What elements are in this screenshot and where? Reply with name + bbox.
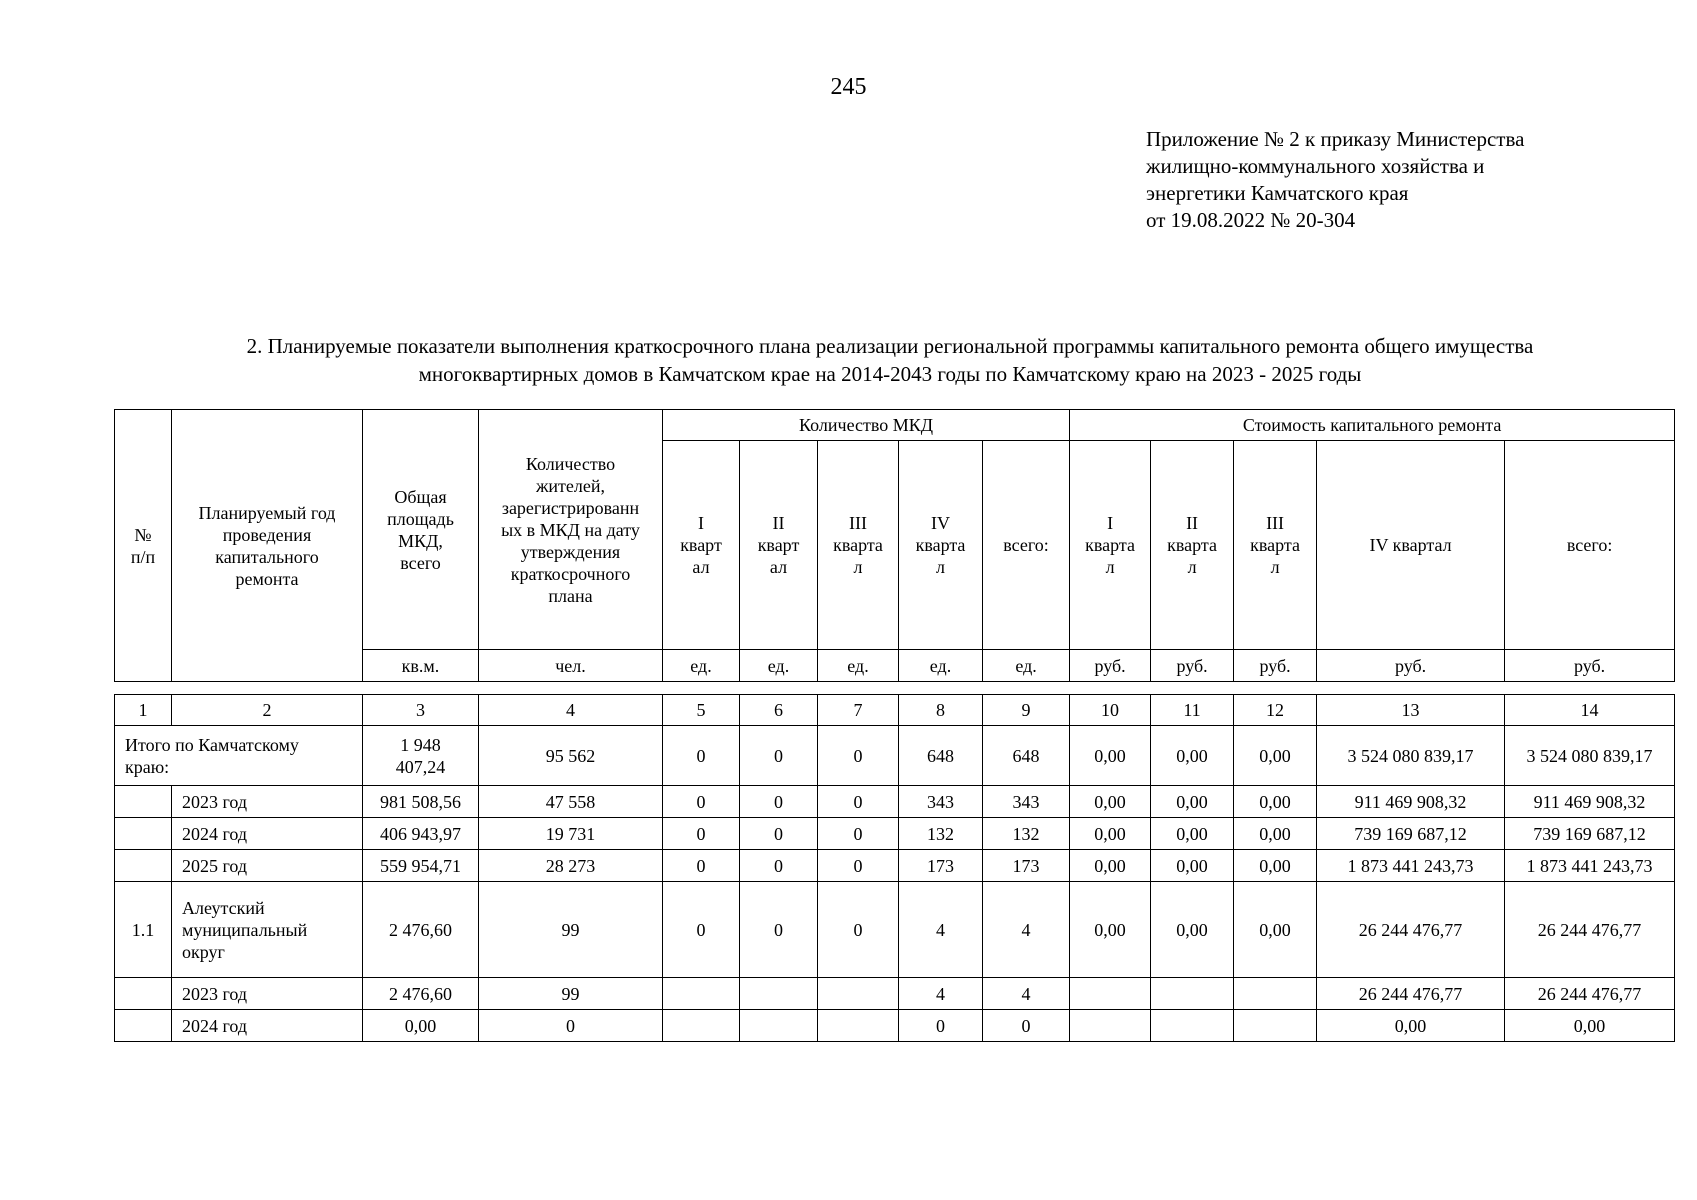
cell: 0 xyxy=(663,882,740,978)
cell xyxy=(740,1010,818,1042)
cell xyxy=(740,978,818,1010)
appendix-line: энергетики Камчатского края xyxy=(1146,181,1409,205)
table-row xyxy=(115,786,1675,818)
cell: 26 244 476,77 xyxy=(1317,882,1505,978)
column-number: 3 xyxy=(363,695,479,726)
cell: 648 xyxy=(899,726,983,786)
cell: 3 524 080 839,17 xyxy=(1317,726,1505,786)
cell: 981 508,56 xyxy=(363,786,479,818)
column-number: 13 xyxy=(1317,695,1505,726)
cell: 3 524 080 839,17 xyxy=(1505,726,1675,786)
cell: 0 xyxy=(740,850,818,882)
cell: 911 469 908,32 xyxy=(1317,786,1505,818)
cell: 911 469 908,32 xyxy=(1505,786,1675,818)
table-header xyxy=(114,409,1675,682)
table-row xyxy=(115,1010,1675,1042)
cell: 739 169 687,12 xyxy=(1317,818,1505,850)
cell: 0,00 xyxy=(1151,786,1234,818)
row-num xyxy=(115,786,172,818)
table-row xyxy=(115,978,1675,1010)
unit-cell: ед. xyxy=(663,650,740,682)
cell: 1 873 441 243,73 xyxy=(1317,850,1505,882)
table-row xyxy=(115,818,1675,850)
column-number: 10 xyxy=(1070,695,1151,726)
cell xyxy=(818,978,899,1010)
unit-cell: кв.м. xyxy=(363,650,479,682)
cell: 0 xyxy=(479,1010,663,1042)
header-count-q4: IV кварта л xyxy=(899,441,983,650)
cell: 1 948 407,24 xyxy=(363,726,479,786)
cell: 0 xyxy=(818,850,899,882)
row-num xyxy=(115,1010,172,1042)
cell: 28 273 xyxy=(479,850,663,882)
cell: 0 xyxy=(740,882,818,978)
cell: 0 xyxy=(740,786,818,818)
cell: 0 xyxy=(899,1010,983,1042)
cell: 0,00 xyxy=(1234,850,1317,882)
cell: 0 xyxy=(663,818,740,850)
cell: 0,00 xyxy=(1151,818,1234,850)
cell xyxy=(663,978,740,1010)
unit-cell: руб. xyxy=(1234,650,1317,682)
cell: 0 xyxy=(818,818,899,850)
cell: 173 xyxy=(983,850,1070,882)
cell: 99 xyxy=(479,882,663,978)
cell: 0,00 xyxy=(1317,1010,1505,1042)
title-line-2: многоквартирных домов в Камчатском крае на 2014-2043 годы по Камчатскому краю на 2023 - 2025 годы xyxy=(418,362,1362,386)
column-number: 12 xyxy=(1234,695,1317,726)
header-area: Общая площадь МКД, всего xyxy=(363,410,479,650)
unit-cell: руб. xyxy=(1317,650,1505,682)
header-count-q3: III кварта л xyxy=(818,441,899,650)
cell: 0,00 xyxy=(1505,1010,1675,1042)
column-number: 4 xyxy=(479,695,663,726)
header-cost-q1: I кварта л xyxy=(1070,441,1151,650)
cell: 648 xyxy=(983,726,1070,786)
cell xyxy=(1070,1010,1151,1042)
cell: 47 558 xyxy=(479,786,663,818)
cell: 343 xyxy=(899,786,983,818)
header-cost-q4: IV квартал xyxy=(1317,441,1505,650)
header-count-q1: I кварт ал xyxy=(663,441,740,650)
column-number: 5 xyxy=(663,695,740,726)
header-num: № п/п xyxy=(115,410,172,682)
cell: 4 xyxy=(983,978,1070,1010)
cell: 0 xyxy=(818,786,899,818)
unit-cell: руб. xyxy=(1070,650,1151,682)
cell xyxy=(1234,1010,1317,1042)
cell: 0 xyxy=(663,786,740,818)
cell xyxy=(818,1010,899,1042)
cell: 95 562 xyxy=(479,726,663,786)
appendix-line: от 19.08.2022 № 20-304 xyxy=(1146,208,1356,232)
cell: 0 xyxy=(663,726,740,786)
header-cost-group: Стоимость капитального ремонта xyxy=(1070,410,1675,441)
header-year: Планируемый год проведения капитального ремонта xyxy=(172,410,363,682)
title-line-1: 2. Планируемые показатели выполнения краткосрочного плана реализации региональной программы капитального ремонта общего имущества xyxy=(246,334,1534,358)
appendix-line: жилищно-коммунального хозяйства и xyxy=(1146,154,1485,178)
cell: 0,00 xyxy=(1151,882,1234,978)
document-title xyxy=(110,332,1670,388)
cell: 0,00 xyxy=(1234,882,1317,978)
column-number: 8 xyxy=(899,695,983,726)
cell: 4 xyxy=(899,978,983,1010)
cell: 0,00 xyxy=(1070,786,1151,818)
cell: 559 954,71 xyxy=(363,850,479,882)
unit-cell: ед. xyxy=(899,650,983,682)
cell: 0,00 xyxy=(1234,818,1317,850)
cell: 0,00 xyxy=(1070,882,1151,978)
row-num xyxy=(115,978,172,1010)
row-label: Итого по Камчатскому краю: xyxy=(115,726,363,786)
column-number: 9 xyxy=(983,695,1070,726)
cell: 4 xyxy=(899,882,983,978)
header-cost-q2: II кварта л xyxy=(1151,441,1234,650)
cell: 0,00 xyxy=(1234,786,1317,818)
cell xyxy=(1151,978,1234,1010)
table-row xyxy=(115,850,1675,882)
cell: 173 xyxy=(899,850,983,882)
column-number: 6 xyxy=(740,695,818,726)
cell: 132 xyxy=(899,818,983,850)
row-label: 2023 год xyxy=(172,786,363,818)
cell: 0 xyxy=(740,818,818,850)
row-label: 2025 год xyxy=(172,850,363,882)
header-residents: Количество жителей, зарегистрированн ых в МКД на дату утверждения краткосрочного плана xyxy=(479,410,663,650)
appendix-note xyxy=(1146,126,1666,234)
cell: 0 xyxy=(663,850,740,882)
cell: 26 244 476,77 xyxy=(1505,978,1675,1010)
row-label: 2023 год xyxy=(172,978,363,1010)
cell: 0 xyxy=(818,726,899,786)
cell xyxy=(1151,1010,1234,1042)
cell: 0,00 xyxy=(363,1010,479,1042)
column-number: 7 xyxy=(818,695,899,726)
header-count-q2: II кварт ал xyxy=(740,441,818,650)
cell: 1 873 441 243,73 xyxy=(1505,850,1675,882)
column-number: 1 xyxy=(115,695,172,726)
unit-cell: чел. xyxy=(479,650,663,682)
unit-cell: руб. xyxy=(1505,650,1675,682)
appendix-line: Приложение № 2 к приказу Министерства xyxy=(1146,127,1525,151)
header-count-total: всего: xyxy=(983,441,1070,650)
row-num: 1.1 xyxy=(115,882,172,978)
cell: 343 xyxy=(983,786,1070,818)
row-label: 2024 год xyxy=(172,818,363,850)
table-body xyxy=(114,694,1675,1042)
cell: 0,00 xyxy=(1070,726,1151,786)
cell: 0 xyxy=(740,726,818,786)
cell: 26 244 476,77 xyxy=(1317,978,1505,1010)
unit-cell: ед. xyxy=(740,650,818,682)
cell xyxy=(663,1010,740,1042)
column-number: 11 xyxy=(1151,695,1234,726)
cell: 406 943,97 xyxy=(363,818,479,850)
row-num xyxy=(115,850,172,882)
cell: 99 xyxy=(479,978,663,1010)
cell: 0,00 xyxy=(1070,818,1151,850)
cell: 0,00 xyxy=(1234,726,1317,786)
cell: 0 xyxy=(818,882,899,978)
cell: 2 476,60 xyxy=(363,882,479,978)
page-number: 245 xyxy=(830,74,867,100)
cell: 19 731 xyxy=(479,818,663,850)
column-number-row xyxy=(115,695,1675,726)
row-num xyxy=(115,818,172,850)
header-count-group: Количество МКД xyxy=(663,410,1070,441)
cell: 0 xyxy=(983,1010,1070,1042)
row-label: 2024 год xyxy=(172,1010,363,1042)
cell xyxy=(1234,978,1317,1010)
cell: 739 169 687,12 xyxy=(1505,818,1675,850)
cell: 0,00 xyxy=(1070,850,1151,882)
header-cost-total: всего: xyxy=(1505,441,1675,650)
table-row xyxy=(115,882,1675,978)
unit-cell: руб. xyxy=(1151,650,1234,682)
cell: 0,00 xyxy=(1151,850,1234,882)
column-number: 2 xyxy=(172,695,363,726)
unit-cell: ед. xyxy=(983,650,1070,682)
cell xyxy=(1070,978,1151,1010)
row-label: Алеутский муниципальный округ xyxy=(172,882,363,978)
cell: 0,00 xyxy=(1151,726,1234,786)
cell: 2 476,60 xyxy=(363,978,479,1010)
header-cost-q3: III кварта л xyxy=(1234,441,1317,650)
cell: 26 244 476,77 xyxy=(1505,882,1675,978)
column-number: 14 xyxy=(1505,695,1675,726)
unit-cell: ед. xyxy=(818,650,899,682)
cell: 4 xyxy=(983,882,1070,978)
table-row xyxy=(115,726,1675,786)
cell: 132 xyxy=(983,818,1070,850)
